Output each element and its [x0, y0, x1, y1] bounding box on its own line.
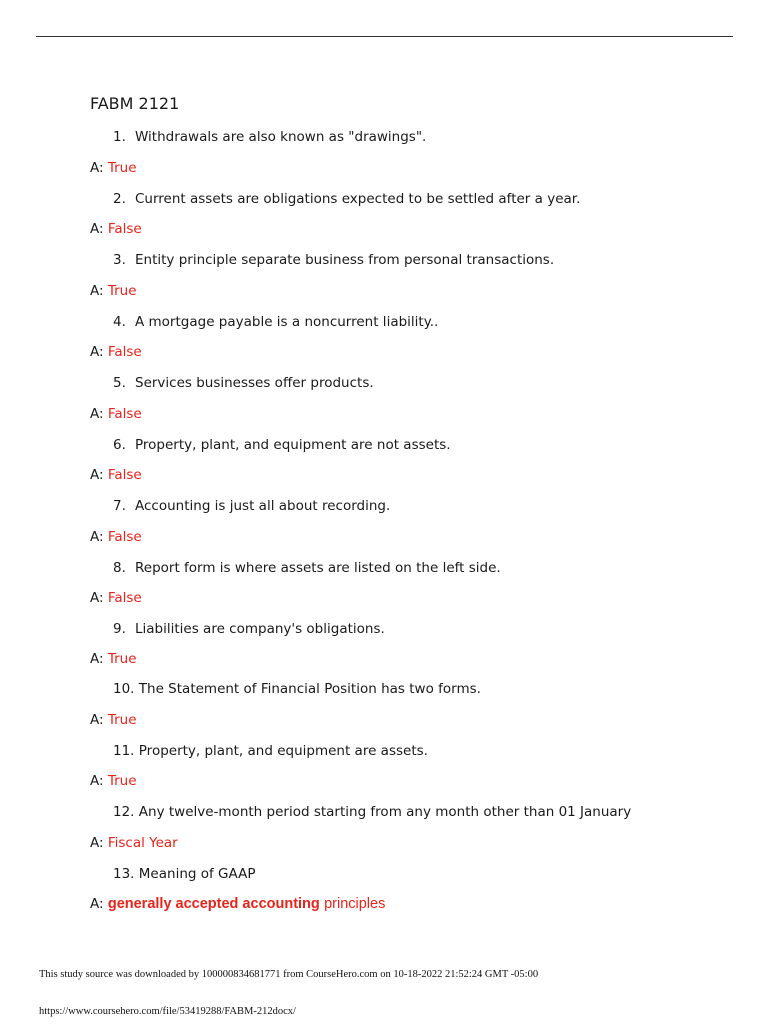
question-text: Withdrawals are also known as "drawings". [135, 129, 427, 145]
answer-prefix: A: [90, 221, 104, 237]
answer-text: False [107, 221, 142, 237]
question-text: Any twelve-month period starting from any month other than 01 January [138, 804, 632, 820]
answer-prefix: A: [90, 283, 104, 299]
question-number: 9. [113, 621, 126, 637]
answer-prefix: A: [90, 344, 104, 360]
question-item [113, 190, 580, 208]
answer-line [90, 834, 178, 852]
answer-text: Fiscal Year [107, 835, 178, 851]
question-item [113, 497, 390, 515]
question-text: The Statement of Financial Position has two forms. [138, 681, 481, 697]
question-number: 5. [113, 375, 126, 391]
answer-prefix: A: [90, 651, 104, 667]
question-number: 6. [113, 437, 126, 453]
question-number: 10. [113, 681, 135, 697]
question-item [113, 313, 438, 331]
answer-line [90, 895, 385, 913]
answer-text: False [107, 406, 142, 422]
answer-prefix: A: [90, 773, 104, 789]
question-text: Services businesses offer products. [135, 375, 374, 391]
answer-line [90, 405, 142, 423]
question-item [113, 803, 631, 821]
answer-text: True [107, 283, 137, 299]
question-number: 13. [113, 866, 135, 882]
answer-line [90, 159, 137, 177]
question-text: Property, plant, and equipment are not assets. [135, 437, 451, 453]
question-number: 12. [113, 804, 135, 820]
answer-text-bold: generally accepted accounting [107, 896, 320, 912]
document-title: FABM 2121 [90, 94, 180, 113]
answer-text: False [107, 344, 142, 360]
answer-text-tail: principles [324, 896, 386, 912]
answer-text: True [107, 651, 137, 667]
question-item [113, 436, 451, 454]
question-text: Report form is where assets are listed on the left side. [135, 560, 501, 576]
answer-line [90, 589, 142, 607]
answer-line [90, 772, 137, 790]
answer-line [90, 343, 142, 361]
answer-prefix: A: [90, 467, 104, 483]
question-text: Meaning of GAAP [138, 866, 256, 882]
answer-line [90, 650, 137, 668]
question-item [113, 865, 255, 883]
answer-text: True [107, 773, 137, 789]
question-number: 2. [113, 191, 126, 207]
answer-prefix: A: [90, 406, 104, 422]
answer-line [90, 528, 142, 546]
question-item [113, 251, 554, 269]
question-text: Property, plant, and equipment are assets. [138, 743, 428, 759]
answer-prefix: A: [90, 712, 104, 728]
answer-text: False [107, 467, 142, 483]
question-text: Current assets are obligations expected to be settled after a year. [135, 191, 581, 207]
question-number: 3. [113, 252, 126, 268]
question-text: Accounting is just all about recording. [135, 498, 391, 514]
answer-text: False [107, 590, 142, 606]
answer-prefix: A: [90, 590, 104, 606]
answer-text: False [107, 529, 142, 545]
answer-prefix: A: [90, 529, 104, 545]
question-item [113, 559, 501, 577]
answer-prefix: A: [90, 160, 104, 176]
answer-prefix: A: [90, 896, 104, 912]
question-text: Liabilities are company's obligations. [135, 621, 385, 637]
question-item [113, 128, 426, 146]
answer-prefix: A: [90, 835, 104, 851]
answer-line [90, 282, 137, 300]
question-text: Entity principle separate business from personal transactions. [135, 252, 555, 268]
question-item [113, 620, 385, 638]
question-item [113, 742, 428, 760]
question-number: 11. [113, 743, 135, 759]
question-item [113, 680, 481, 698]
question-text: A mortgage payable is a noncurrent liability.. [135, 314, 439, 330]
answer-line [90, 711, 137, 729]
question-number: 7. [113, 498, 126, 514]
answer-line [90, 466, 142, 484]
answer-text: True [107, 712, 137, 728]
footer-source-note: This study source was downloaded by 100000834681771 from CourseHero.com on 10-18-2022 21:52:24 GMT -05:00 [39, 969, 539, 980]
question-number: 1. [113, 129, 126, 145]
top-rule [36, 36, 733, 37]
question-item [113, 374, 374, 392]
question-number: 4. [113, 314, 126, 330]
question-number: 8. [113, 560, 126, 576]
answer-line [90, 220, 142, 238]
footer-url[interactable]: https://www.coursehero.com/file/53419288/FABM-212docx/ [39, 1006, 296, 1017]
answer-text: True [107, 160, 137, 176]
